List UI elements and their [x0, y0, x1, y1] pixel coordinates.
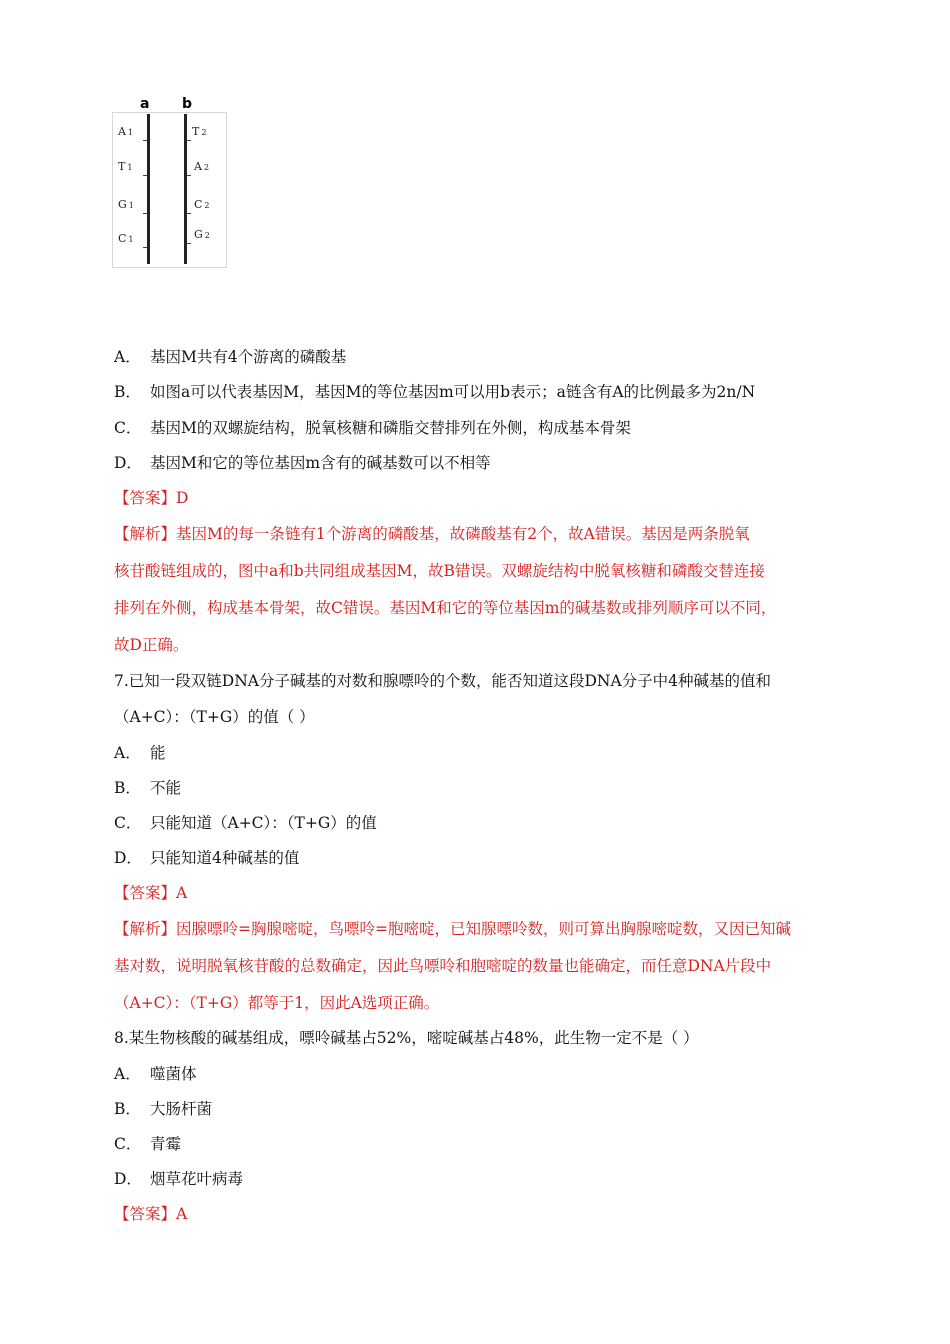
strand-a-base: G 1 [118, 198, 134, 211]
q7-analysis-line: （A+C）：（T+G）都等于1，因此A选项正确。 [114, 994, 440, 1012]
q8-answer: 【答案】A [114, 1205, 188, 1223]
q6-answer: 【答案】D [114, 489, 189, 507]
q8-option-d: D． 烟草花叶病毒 [114, 1170, 244, 1188]
q6-analysis-line: 核苷酸链组成的，图中a和b共同组成基因M，故B错误。双螺旋结构中脱氧核糖和磷酸交替连接 [114, 562, 765, 580]
q7-option-b: B． 不能 [114, 779, 182, 797]
strand-a-base: T 1 [118, 160, 133, 173]
q8-stem: 8.某生物核酸的碱基组成，嘌呤碱基占52%，嘧啶碱基占48%，此生物一定不是（ ） [114, 1029, 699, 1047]
q6-option-c: C． 基因M的双螺旋结构，脱氧核糖和磷脂交替排列在外侧，构成基本骨架 [114, 419, 631, 437]
strand-a-tick [143, 140, 147, 141]
strand-b-tick [187, 243, 191, 244]
strand-b-base: T 2 [192, 125, 207, 138]
q6-option-d: D． 基因M和它的等位基因m含有的碱基数可以不相等 [114, 454, 491, 472]
strand-a-line [147, 114, 150, 264]
q7-analysis-line: 【解析】因腺嘌呤=胸腺嘧啶，鸟嘌呤=胞嘧啶，已知腺嘌呤数，则可算出胸腺嘧啶数，又因已知碱 [114, 920, 791, 938]
q6-option-a: A． 基因M共有4个游离的磷酸基 [114, 348, 347, 366]
q7-stem-line: 7.已知一段双链DNA分子碱基的对数和腺嘌呤的个数，能否知道这段DNA分子中4种碱基的值和 [114, 672, 772, 690]
strand-b-line [184, 114, 187, 264]
q6-analysis-line: 【解析】基因M的每一条链有1个游离的磷酸基，故磷酸基有2个，故A错误。基因是两条脱氧 [114, 525, 750, 543]
q6-analysis-line: 故D正确。 [114, 636, 189, 654]
dna-strand-figure [112, 96, 230, 272]
strand-b-tick [187, 175, 191, 176]
q7-stem-line: （A+C）：（T+G）的值（ ） [114, 708, 315, 726]
q7-option-a: A． 能 [114, 744, 166, 762]
q7-answer: 【答案】A [114, 884, 188, 902]
strand-a-tick [143, 213, 147, 214]
strand-b-base: G 2 [194, 228, 210, 241]
strand-a-header: a [140, 96, 150, 112]
q6-analysis-line: 排列在外侧，构成基本骨架，故C错误。基因M和它的等位基因m的碱基数或排列顺序可以不同， [114, 599, 777, 617]
strand-b-base: A 2 [194, 160, 210, 173]
strand-b-header: b [182, 96, 193, 112]
strand-a-tick [143, 247, 147, 248]
q7-analysis-line: 基对数，说明脱氧核苷酸的总数确定，因此鸟嘌呤和胞嘧啶的数量也能确定，而任意DNA片段中 [114, 957, 772, 975]
q8-option-a: A． 噬菌体 [114, 1065, 197, 1083]
strand-a-base: A 1 [118, 125, 134, 138]
q7-option-d: D． 只能知道4种碱基的值 [114, 849, 300, 867]
strand-b-tick [187, 140, 191, 141]
strand-a-base: C 1 [118, 232, 134, 245]
q7-option-c: C． 只能知道（A+C）：（T+G）的值 [114, 814, 377, 832]
q8-option-c: C． 青霉 [114, 1135, 182, 1153]
strand-b-base: C 2 [194, 198, 210, 211]
q8-option-b: B． 大肠杆菌 [114, 1100, 213, 1118]
strand-a-tick [143, 175, 147, 176]
strand-b-tick [187, 213, 191, 214]
q6-option-b: B． 如图a可以代表基因M，基因M的等位基因m可以用b表示；a链含有A的比例最多为2n/N [114, 383, 756, 401]
